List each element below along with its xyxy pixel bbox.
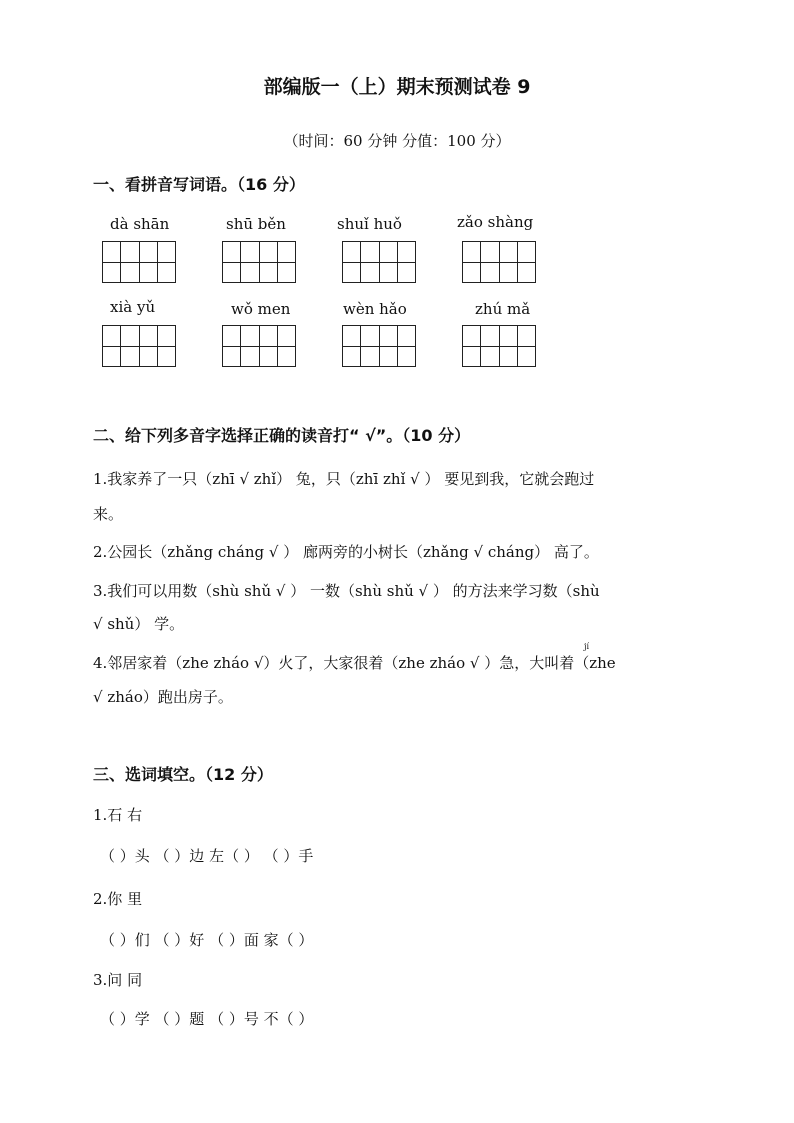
writing-grid[interactable] <box>102 241 176 283</box>
fill-blank-line[interactable]: （ ）们 （ ）好 （ ）面 家（ ） <box>100 931 314 949</box>
writing-grid[interactable] <box>342 241 416 283</box>
writing-grid[interactable] <box>222 241 296 283</box>
writing-grid[interactable] <box>462 241 536 283</box>
section3-heading: 三、选词填空。（12 分） <box>93 765 273 784</box>
word-choices: 1.石 右 <box>93 806 143 824</box>
exam-info: （时间：60 分钟 分值：100 分） <box>283 132 511 150</box>
word-choices: 3.问 同 <box>93 971 143 989</box>
pinyin-label: zhú mǎ <box>475 300 531 318</box>
question-line: √ zháo）跑出房子。 <box>93 688 233 706</box>
fill-blank-line[interactable]: （ ）学 （ ）题 （ ）号 不（ ） <box>100 1010 314 1028</box>
writing-grid[interactable] <box>102 325 176 367</box>
question-line: 4.邻居家着（zhe zháo √）火了，大家很着（zhe zháo √ ）急，大叫着（zhe <box>93 654 616 672</box>
fill-blank-line[interactable]: （ ）头 （ ）边 左（ ） （ ）手 <box>100 847 314 865</box>
word-choices: 2.你 里 <box>93 890 143 908</box>
question-line: 1.我家养了一只（zhī √ zhǐ） 兔，只（zhī zhǐ √ ） 要见到我，它就会跑过 <box>93 470 595 488</box>
page-title: 部编版一（上）期末预测试卷 9 <box>263 76 531 98</box>
question-line: √ shǔ） 学。 <box>93 615 185 633</box>
question-line: 2.公园长（zhǎng cháng √ ） 廊两旁的小树长（zhǎng √ cháng） 高了。 <box>93 543 599 561</box>
section2-heading: 二、给下列多音字选择正确的读音打“ √”。（10 分） <box>93 426 471 445</box>
section1-heading: 一、看拼音写词语。（16 分） <box>93 175 305 194</box>
pinyin-label: dà shān <box>110 215 170 233</box>
question-line: 来。 <box>93 505 124 523</box>
writing-grid[interactable] <box>222 325 296 367</box>
pinyin-annotation: jí <box>584 642 590 651</box>
pinyin-label: shū běn <box>226 215 286 233</box>
pinyin-label: wǒ men <box>231 300 291 318</box>
question-line: 3.我们可以用数（shù shǔ √ ） 一数（shù shǔ √ ） 的方法来学习数（shù <box>93 582 600 600</box>
pinyin-label: shuǐ huǒ <box>337 215 402 233</box>
pinyin-label: xià yǔ <box>110 298 156 316</box>
writing-grid[interactable] <box>462 325 536 367</box>
pinyin-label: wèn hǎo <box>343 300 407 318</box>
writing-grid[interactable] <box>342 325 416 367</box>
pinyin-label: zǎo shàng <box>457 213 534 231</box>
